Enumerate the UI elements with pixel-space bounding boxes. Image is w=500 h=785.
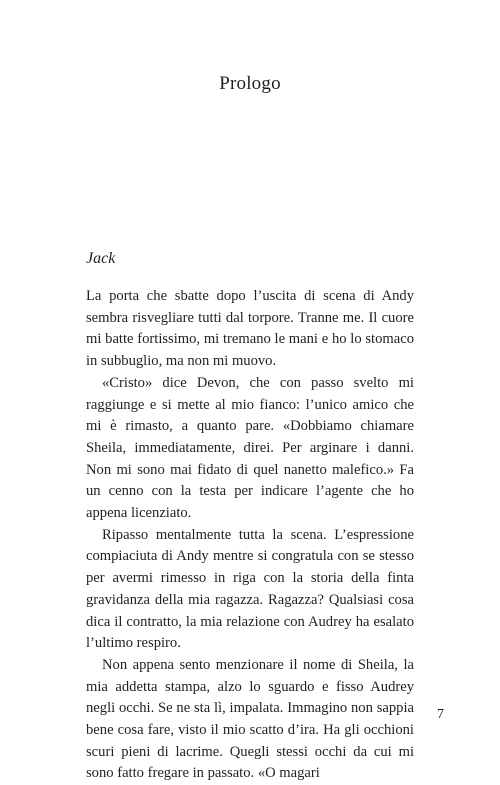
- paragraph: Non appena sento menzionare il nome di Sheila, la mia addetta stampa, alzo lo sguardo e fisso Audrey negli occhi. Se ne sta lì, impalata. Immagino non sappia bene cosa fare, visto il mio scatto d’ira. Ha gli occhioni scuri pieni di lacrime. Quegli stessi occhi da cui mi sono fatto fregare in passato. «O magari: [86, 656, 414, 782]
- chapter-title: Prologo: [219, 73, 281, 94]
- pov-character-label: Jack: [86, 250, 116, 267]
- paragraph: Ripasso mentalmente tutta la scena. L’espressione compiaciuta di Andy mentre si congratula con se stesso per avermi rimesso in riga con la storia della finta gravidanza della mia ragazza. Ragazza? Qualsiasi cosa dica il contratto, la mia relazione con Audrey ha esalato l’ultimo respiro.: [86, 526, 414, 652]
- body-text: [86, 286, 414, 785]
- paragraph: «Cristo» dice Devon, che con passo svelto mi raggiunge e si mette al mio fianco: l’unico amico che mi è rimasto, a quanto pare. «Dobbiamo chiamare Sheila, immediatamente, direi. Per arginare i danni. Non mi sono mai fidato di quel nanetto malefico.» Fa un cenno con la testa per indicare l’agente che ho appena licenziato.: [86, 374, 414, 522]
- paragraph: La porta che sbatte dopo l’uscita di scena di Andy sembra risvegliare tutti dal torpore. Tranne me. Il cuore mi batte fortissimo, mi tremano le mani e ho lo stomaco in subbuglio, ma non mi muovo.: [86, 288, 414, 370]
- page-number: 7: [437, 707, 444, 722]
